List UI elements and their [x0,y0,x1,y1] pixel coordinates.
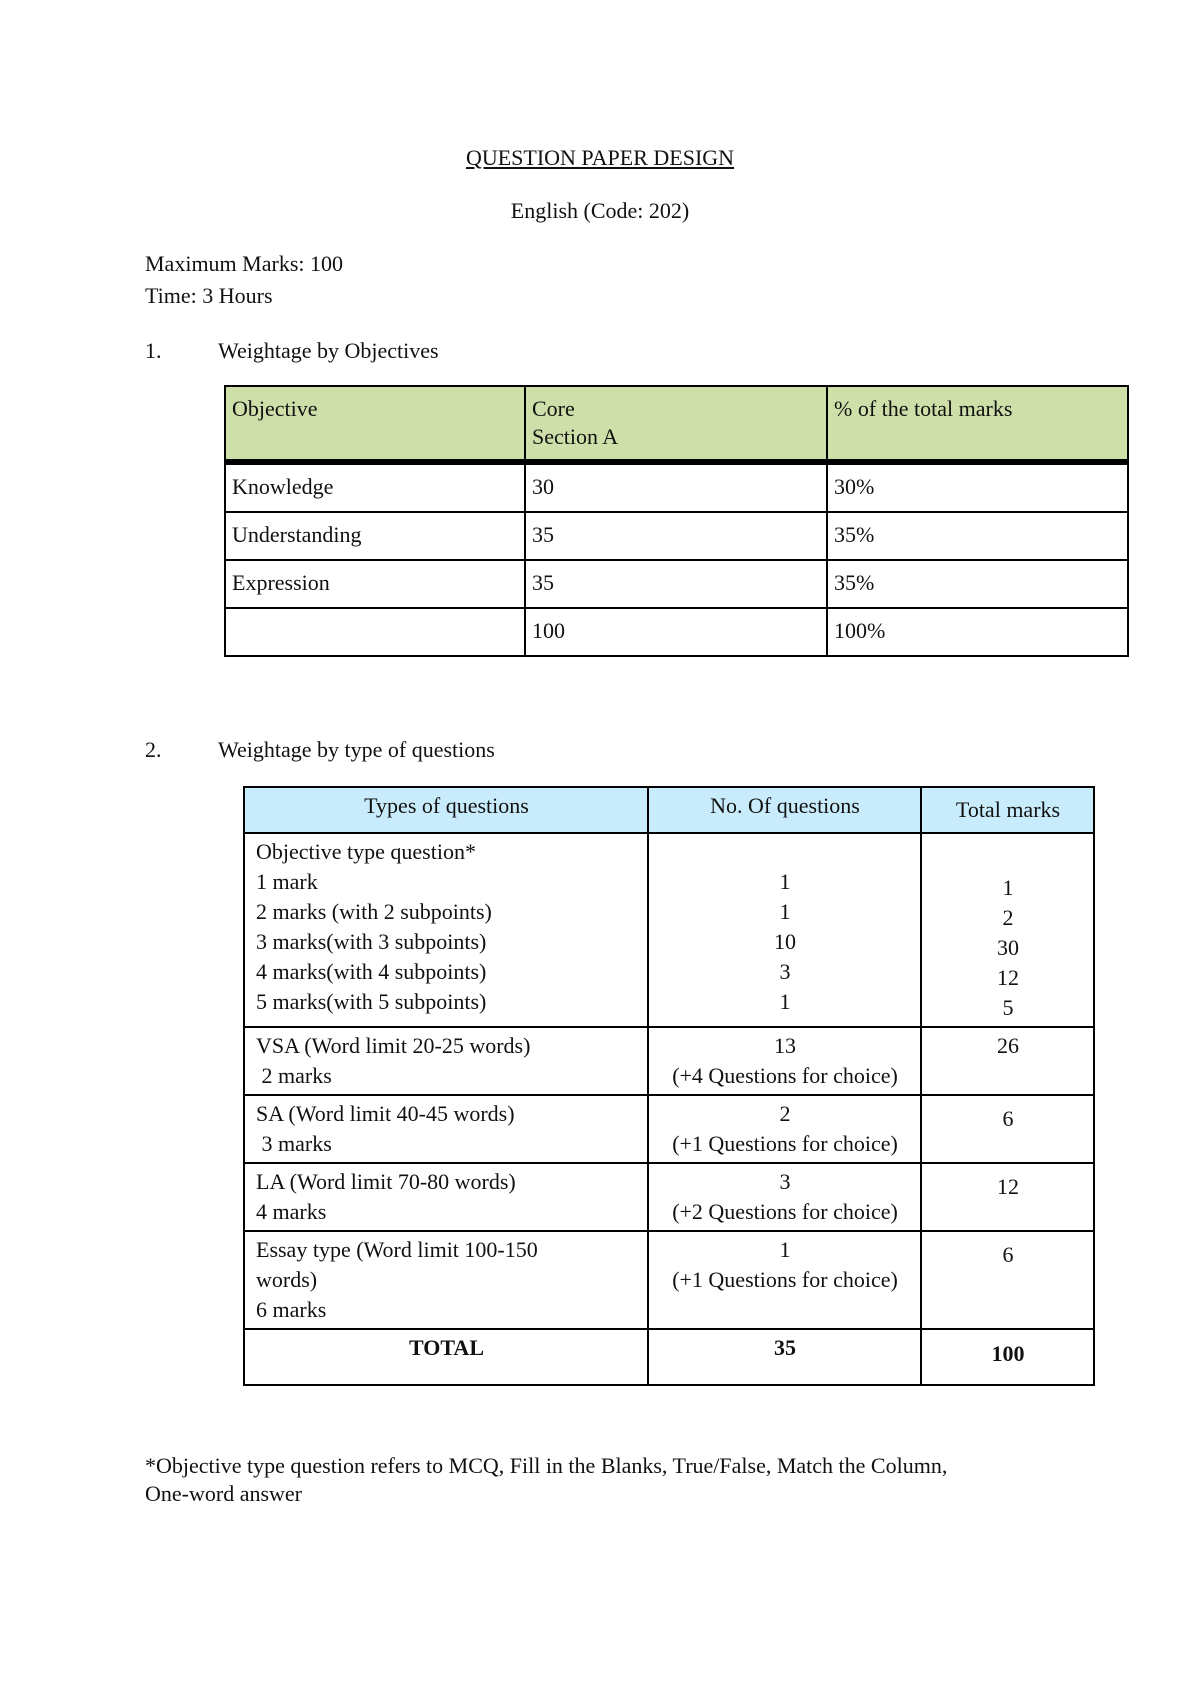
section1-title: Weightage by Objectives [218,338,439,363]
type-line: 4 marks [256,1199,327,1224]
type-line: 4 marks(with 4 subpoints) [256,959,487,984]
page-title: QUESTION PAPER DESIGN [465,145,735,170]
table-row [225,462,1128,512]
table-row [225,560,1128,608]
percent-cell: 35% [827,560,1128,608]
type-cell [244,1163,648,1231]
objective-cell: Expression [225,560,525,608]
count-cell [648,1095,921,1163]
objective-cell: Understanding [225,512,525,560]
type-cell [244,1027,648,1095]
header-types: Types of questions [244,787,648,833]
type-line: 6 marks [256,1297,327,1322]
table-row [244,833,1094,1027]
count-line: (+1 Questions for choice) [672,1267,898,1292]
max-marks: Maximum Marks: 100 [145,251,343,276]
percent-cell: 100% [827,608,1128,656]
type-line: 5 marks(with 5 subpoints) [256,989,487,1014]
core-cell: 35 [525,560,827,608]
count-line: 2 [779,1101,791,1126]
type-line: LA (Word limit 70-80 words) [256,1169,516,1194]
count-line: (+1 Questions for choice) [672,1131,898,1156]
type-line: Essay type (Word limit 100-150 [256,1237,538,1262]
question-types-table-header [244,787,1094,833]
core-cell: 100 [525,608,827,656]
core-cell: 30 [525,462,827,512]
section2-title: Weightage by type of questions [218,737,495,762]
table-row [244,1027,1094,1095]
objectives-table-header [225,386,1128,462]
type-line: words) [256,1267,318,1292]
objective-cell [225,608,525,656]
objectives-table [224,385,1129,657]
count-line: 10 [774,929,796,954]
count-line: 1 [779,989,791,1014]
type-line: Objective type question* [256,839,476,864]
footnote-line1: *Objective type question refers to MCQ, Fill in the Blanks, True/False, Match the Column, [145,1453,948,1478]
type-line: 2 marks (with 2 subpoints) [256,899,492,924]
count-line: 1 [779,869,791,894]
objective-cell: Knowledge [225,462,525,512]
count-line: (+4 Questions for choice) [672,1063,898,1088]
count-line: (+2 Questions for choice) [672,1199,898,1224]
marks-cell [921,833,1094,1027]
type-line: SA (Word limit 40-45 words) [256,1101,515,1126]
count-cell [648,833,921,1027]
type-cell [244,833,648,1027]
marks-cell: 6 [921,1095,1094,1163]
marks-cell: 26 [921,1027,1094,1095]
count-cell [648,1027,921,1095]
header-core-line2: Section A [532,424,619,449]
count-line: 3 [779,959,791,984]
subject-code: English (Code: 202) [510,198,690,223]
total-marks: 100 [921,1329,1094,1385]
count-line: 13 [774,1033,796,1058]
count-line: 1 [779,1237,791,1262]
total-row [244,1329,1094,1385]
marks-line: 2 [1002,905,1014,930]
table-row [244,1163,1094,1231]
count-cell [648,1163,921,1231]
marks-cell: 6 [921,1231,1094,1329]
count-cell [648,1231,921,1329]
type-line: VSA (Word limit 20-25 words) [256,1033,531,1058]
header-objective: Objective [225,386,525,462]
type-cell [244,1095,648,1163]
type-line: 3 marks(with 3 subpoints) [256,929,487,954]
percent-cell: 35% [827,512,1128,560]
header-core-line1: Core [532,396,575,421]
total-count: 35 [648,1329,921,1385]
section2-number: 2. [145,737,162,762]
marks-line: 1 [1002,875,1014,900]
table-row [225,512,1128,560]
footnote-line2: One-word answer [145,1481,302,1506]
type-line: 3 marks [256,1131,332,1156]
section1-number: 1. [145,338,162,363]
footnote [145,1452,1075,1508]
marks-line: 5 [1002,995,1014,1020]
question-types-table [243,786,1095,1386]
marks-cell: 12 [921,1163,1094,1231]
type-line: 2 marks [256,1063,332,1088]
type-cell [244,1231,648,1329]
header-marks: Total marks [921,787,1094,833]
table-row [244,1231,1094,1329]
percent-cell: 30% [827,462,1128,512]
marks-line: 12 [997,965,1019,990]
header-count: No. Of questions [648,787,921,833]
table-row [244,1095,1094,1163]
table-row [225,608,1128,656]
marks-line: 30 [997,935,1019,960]
total-label: TOTAL [244,1329,648,1385]
count-line: 3 [779,1169,791,1194]
header-core [525,386,827,462]
type-line: 1 mark [256,869,318,894]
count-line: 1 [779,899,791,924]
time-limit: Time: 3 Hours [145,283,273,308]
core-cell: 35 [525,512,827,560]
header-percent: % of the total marks [827,386,1128,462]
